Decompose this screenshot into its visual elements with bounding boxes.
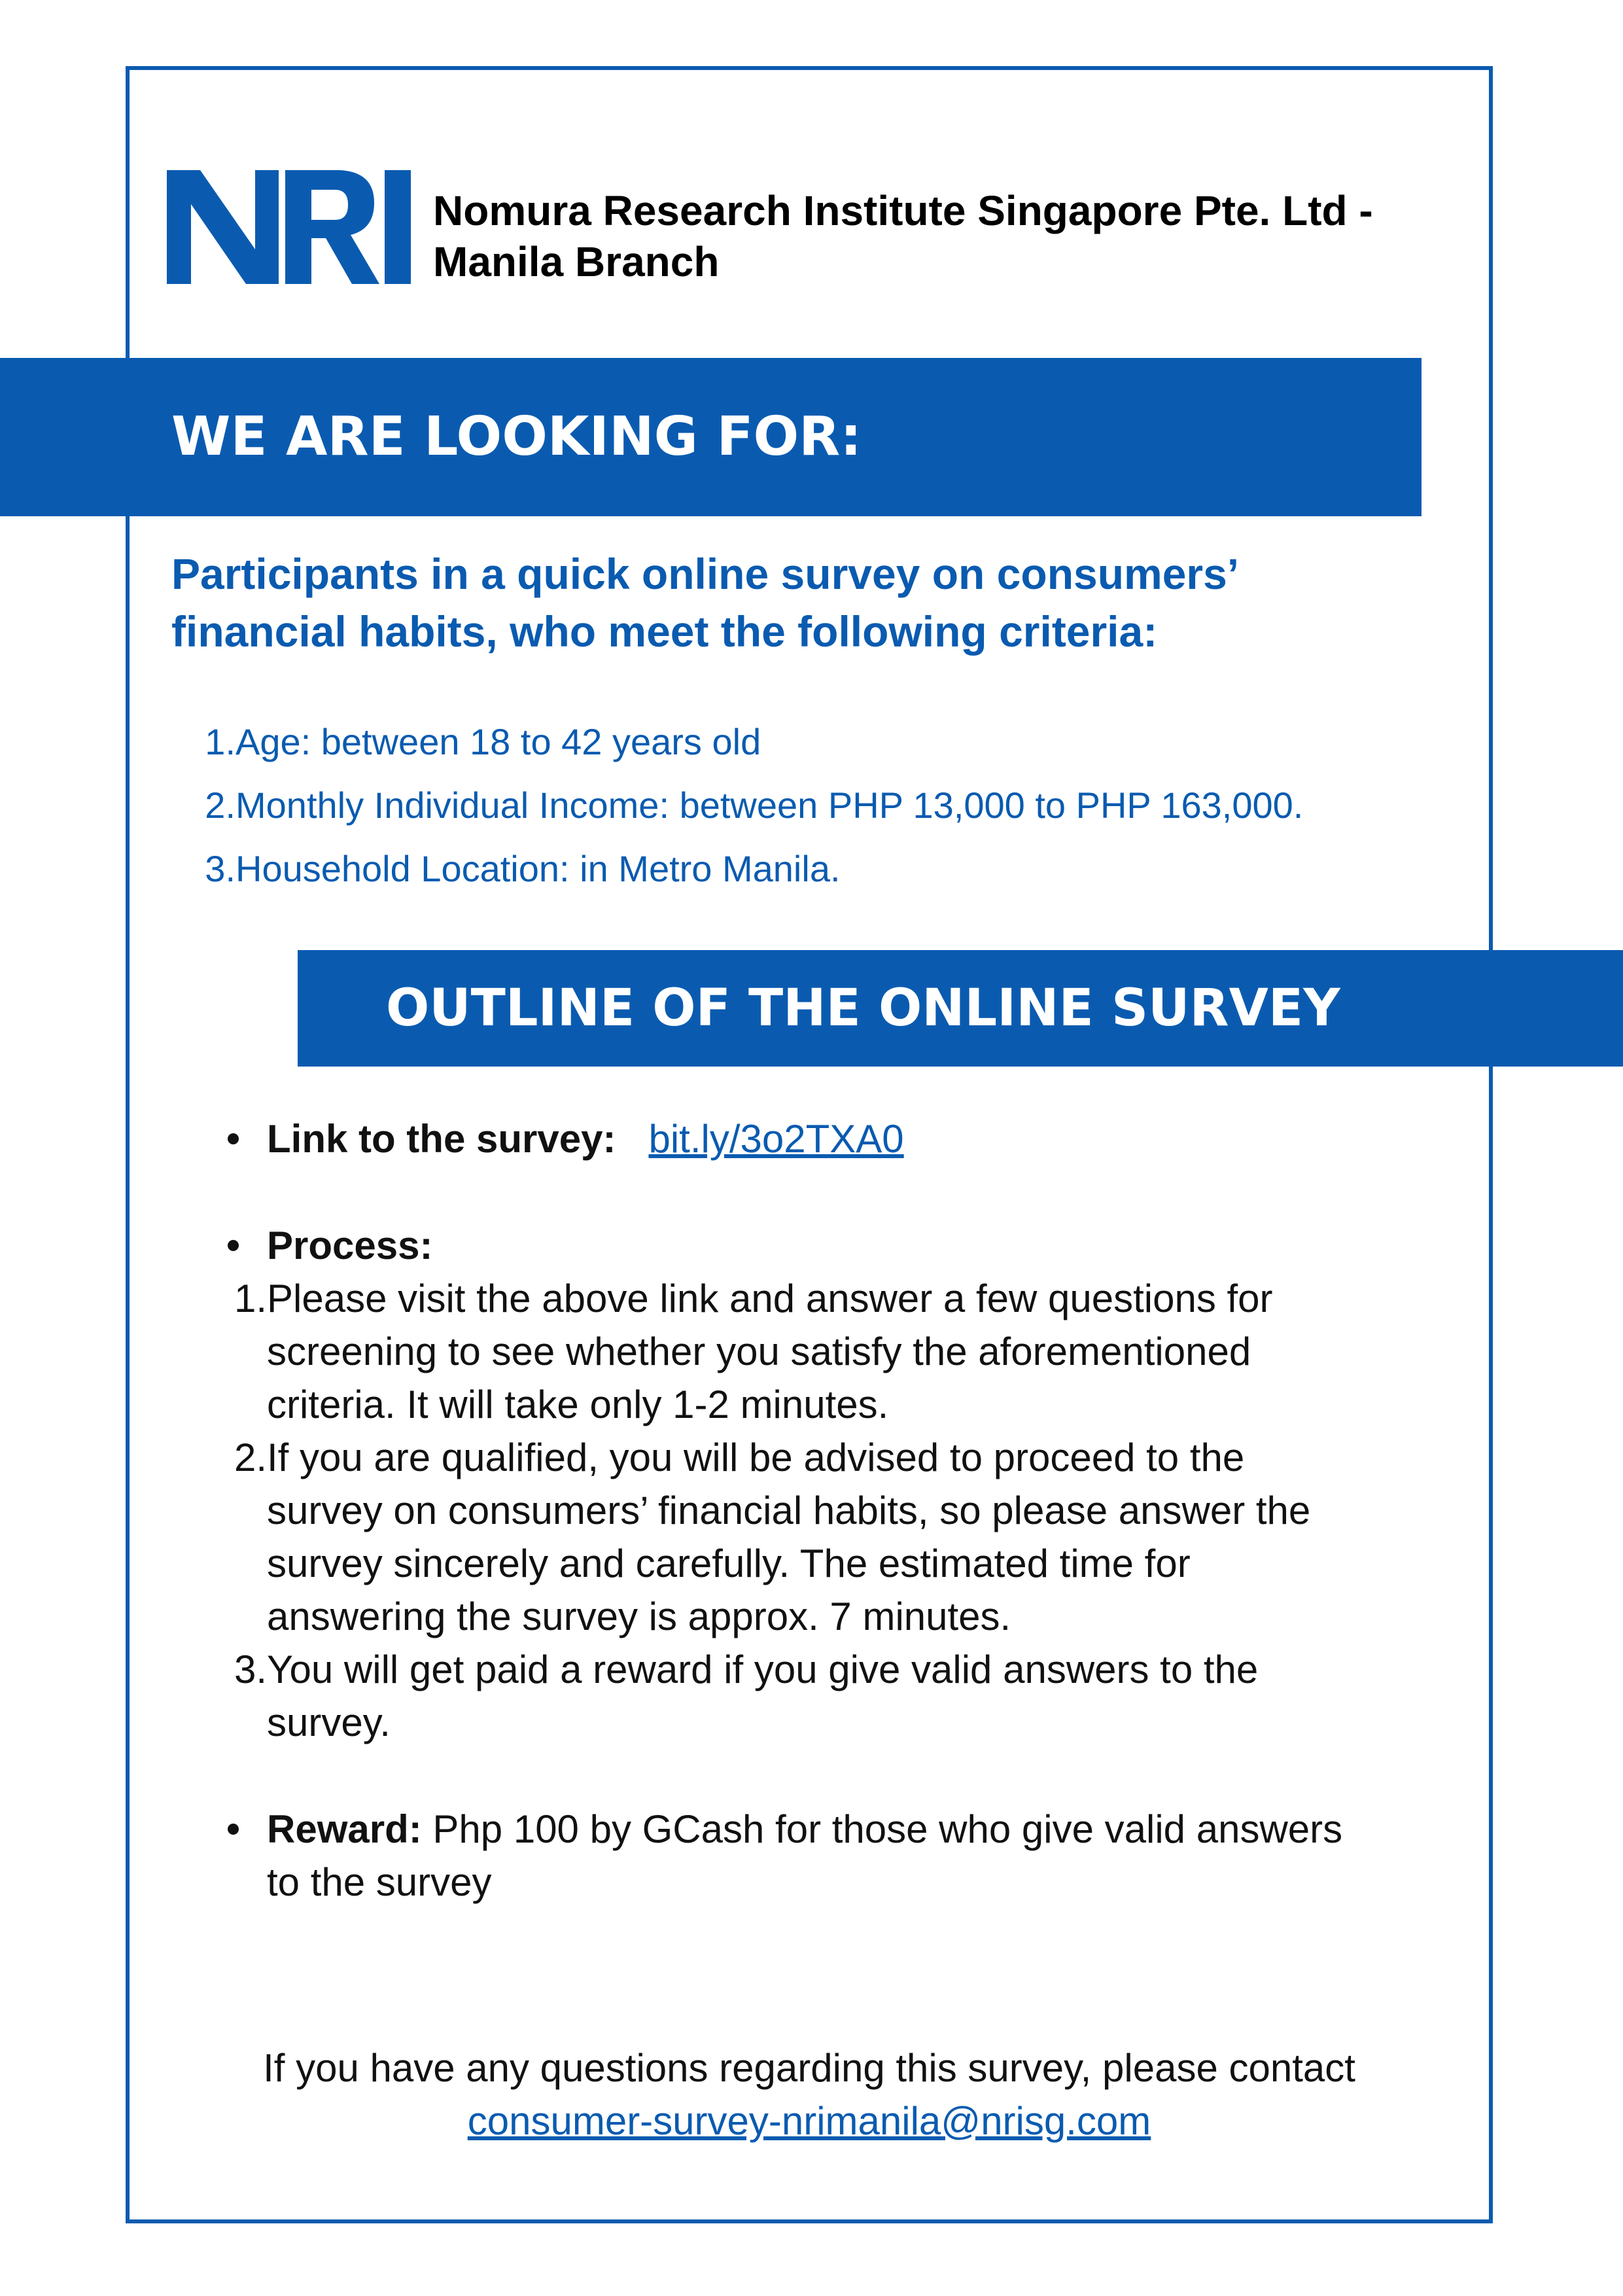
intro-text	[171, 545, 1414, 660]
criteria-list	[196, 710, 1439, 900]
criteria-text: Household Location: in Metro Manila.	[236, 848, 841, 889]
intro-line-1: Participants in a quick online survey on consumers’	[171, 550, 1240, 598]
step-number: 2.	[234, 1436, 267, 1479]
criteria-item	[196, 773, 1439, 837]
organization-name-line-2: Manila Branch	[433, 238, 720, 285]
criteria-item	[196, 837, 1439, 900]
step-line: survey.	[267, 1701, 391, 1744]
survey-link[interactable]: bit.ly/3o2TXA0	[648, 1117, 904, 1161]
criteria-text: Monthly Individual Income: between PHP 13,000 to PHP 163,000.	[236, 785, 1304, 826]
process-step	[225, 1431, 1468, 1643]
step-line: criteria. It will take only 1-2 minutes.	[267, 1383, 889, 1426]
criteria-number: 1.	[205, 721, 236, 762]
step-number: 3.	[234, 1648, 267, 1691]
step-line: answering the survey is approx. 7 minutes.	[267, 1595, 1011, 1638]
step-number: 1.	[234, 1277, 267, 1320]
step-line: screening to see whether you satisfy the aforementioned	[267, 1330, 1251, 1373]
survey-outline	[225, 1112, 1468, 1909]
step-text	[267, 1272, 1468, 1431]
looking-for-heading: WE ARE LOOKING FOR:	[171, 406, 862, 468]
nri-logo	[164, 161, 419, 292]
step-text	[267, 1643, 1468, 1749]
looking-for-banner	[0, 358, 1422, 516]
outline-banner	[298, 950, 1623, 1067]
process-step	[225, 1643, 1468, 1749]
process-step	[225, 1272, 1468, 1431]
step-line: Please visit the above link and answer a few questions for	[267, 1277, 1273, 1320]
reward-item	[225, 1803, 1468, 1909]
reward-text: Php 100 by GCash for those who give valid answers	[432, 1807, 1343, 1851]
step-line: If you are qualified, you will be advised to proceed to the	[267, 1436, 1245, 1479]
process-label: Process:	[267, 1224, 433, 1267]
survey-link-label: Link to the survey:	[267, 1117, 616, 1161]
criteria-number: 3.	[205, 848, 236, 889]
organization-name-line-1: Nomura Research Institute Singapore Pte. Ltd -	[433, 187, 1373, 234]
step-line: survey on consumers’ financial habits, so please answer the	[267, 1489, 1311, 1532]
survey-link-item	[225, 1112, 1468, 1165]
intro-line-2: financial habits, who meet the following criteria:	[171, 607, 1158, 656]
reward-label: Reward:	[267, 1807, 422, 1851]
process-item	[225, 1219, 1468, 1272]
criteria-number: 2.	[205, 785, 236, 826]
contact-footer	[126, 2041, 1493, 2147]
process-steps	[225, 1272, 1468, 1749]
step-text	[267, 1431, 1468, 1643]
contact-email-link[interactable]: consumer-survey-nrimanila@nrisg.com	[467, 2099, 1151, 2143]
reward-text-line-2: to the survey	[267, 1860, 492, 1904]
contact-text: If you have any questions regarding this survey, please contact	[263, 2046, 1355, 2090]
step-line: survey sincerely and carefully. The estimated time for	[267, 1542, 1191, 1585]
step-line: You will get paid a reward if you give valid answers to the	[267, 1648, 1259, 1691]
outline-heading: OUTLINE OF THE ONLINE SURVEY	[386, 979, 1340, 1038]
organization-name	[433, 185, 1454, 287]
criteria-item	[196, 710, 1439, 773]
criteria-text: Age: between 18 to 42 years old	[236, 721, 761, 762]
